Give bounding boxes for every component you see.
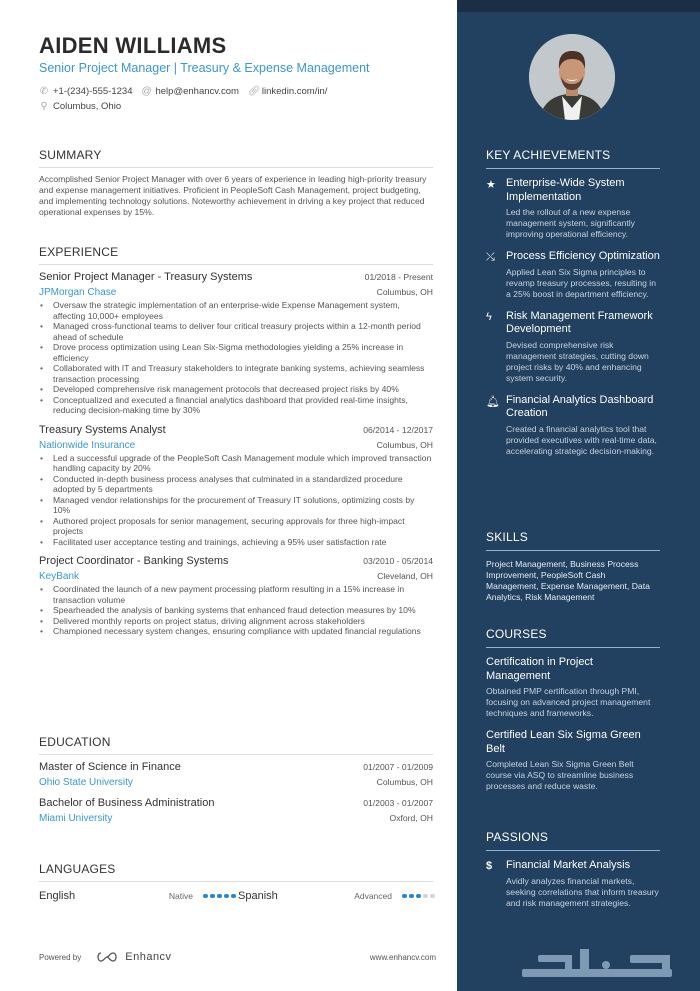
- summary-text: Accomplished Senior Project Manager with over 6 years of experience in leading high-priority treasury and expense management initiatives. Proficient in PeopleSoft Cash Management, project budgeting, and implementing technology solutions. Noteworthy achievement in driving a key project that reduced operational expenses by 15%.: [39, 174, 427, 217]
- job-bullets: [39, 584, 433, 637]
- section-title: SKILLS: [486, 530, 660, 551]
- bullet-item: • Championed necessary system changes, ensuring compliance with updated financial regulations: [39, 626, 433, 637]
- job-title: Senior Project Manager - Treasury Systems: [39, 271, 253, 283]
- achievement-item: [486, 250, 660, 300]
- education-entry: [39, 761, 433, 788]
- passion-item: [486, 859, 660, 909]
- job-location: Columbus, OH: [376, 439, 433, 450]
- sidebar-top-strip: [457, 0, 700, 12]
- achievement-title: Financial Analytics Dashboard Creation: [506, 393, 654, 419]
- job-subheader: [39, 440, 433, 451]
- language-item: [39, 890, 238, 902]
- school-location: Columbus, OH: [376, 777, 433, 787]
- job-dates: 06/2014 - 12/2017: [363, 424, 433, 435]
- bullet-item: • Delivered monthly reports on project status, driving alignment across stakeholders: [39, 616, 433, 627]
- achievement-description: Created a financial analytics tool that provided executives with real-time data, accelerating strategic decision-making.: [506, 423, 657, 456]
- job-bullets: [39, 300, 433, 416]
- job-bullets: [39, 453, 433, 548]
- degree: Master of Science in Finance: [39, 761, 181, 773]
- bullet-item: • Conducted in-depth business process analyses that culminated in a standardized procedure adopted by 5 departments: [39, 474, 433, 495]
- language-level: Advanced: [354, 891, 392, 901]
- bullet-item: • Oversaw the strategic implementation of an enterprise-wide Expense Management system, affecting 10,000+ employees: [39, 300, 433, 321]
- candidate-title: Senior Project Manager | Treasury & Expense Management: [39, 61, 370, 75]
- experience-section: [39, 245, 433, 645]
- watermark-logo-icon: [510, 945, 680, 983]
- proficiency-dot-icon: [224, 894, 229, 899]
- passion-description: Avidly analyzes financial markets, seeking correlations that inform treasury and risk management strategies.: [506, 875, 659, 908]
- language-name: Spanish: [238, 890, 278, 902]
- achievement-item: [486, 310, 660, 384]
- proficiency-dots: [203, 894, 238, 899]
- phone[interactable]: ✆ +1-(234)-555-1234: [39, 86, 133, 97]
- proficiency-dot-icon: [423, 894, 428, 899]
- achievement-description: Led the rollout of a new expense management system, significantly improving operational efficiency.: [506, 207, 635, 239]
- job-entry: [39, 424, 433, 548]
- company-name[interactable]: JPMorgan Chase: [39, 287, 117, 298]
- section-title: EDUCATION: [39, 735, 433, 755]
- bullet-item: • Led a successful upgrade of the PeopleSoft Cash Management module which improved transaction handling capacity by 20%: [39, 453, 433, 474]
- section-title: COURSES: [486, 627, 660, 648]
- job-title: Project Coordinator - Banking Systems: [39, 555, 229, 567]
- candidate-name: AIDEN WILLIAMS: [39, 33, 227, 58]
- education-header: [39, 797, 433, 809]
- job-title: Treasury Systems Analyst: [39, 423, 166, 436]
- proficiency-dot-icon: [430, 894, 435, 899]
- job-entry: [39, 555, 433, 637]
- enhancv-logo[interactable]: Enhancv: [95, 951, 171, 963]
- course-item: [486, 729, 660, 792]
- proficiency-dot-icon: [210, 894, 215, 899]
- achievement-title: Process Efficiency Optimization: [506, 250, 660, 262]
- profile-photo: [529, 34, 615, 120]
- education-dates: 01/2003 - 01/2007: [363, 798, 433, 808]
- summary-section: [39, 148, 433, 218]
- achievement-body: [506, 250, 660, 300]
- proficiency-dot-icon: [231, 894, 236, 899]
- job-header: [39, 424, 433, 436]
- school-name[interactable]: Ohio State University: [39, 777, 133, 788]
- proficiency-dot-icon: [203, 894, 208, 899]
- at-icon: @: [141, 86, 152, 97]
- language-name: English: [39, 890, 76, 902]
- phone-icon: ✆: [39, 86, 49, 97]
- magic-wand-icon: ⤯: [486, 251, 495, 263]
- bullet-item: • Spearheaded the analysis of banking systems that enhanced fraud detection measures by 10%: [39, 605, 433, 616]
- passions-section: [486, 830, 660, 919]
- passion-list: [486, 859, 660, 909]
- bullet-item: • Facilitated user acceptance testing and trainings, achieving a 95% user satisfaction rate: [39, 537, 433, 548]
- job-dates: 03/2010 - 05/2014: [363, 556, 433, 566]
- course-list: [486, 656, 660, 792]
- bullet-item: • Conceptualized and executed a financial analytics dashboard that provided real-time insights, reducing decision-making time by 30%: [39, 395, 433, 416]
- education-subheader: [39, 813, 433, 824]
- skills-text: Project Management, Business Process Improvement, PeopleSoft Cash Management, Expense Management, Data Analytics, Risk Management: [486, 559, 650, 602]
- proficiency-dot-icon: [402, 894, 407, 899]
- achievement-body: [506, 177, 660, 240]
- section-title: LANGUAGES: [39, 862, 433, 882]
- achievement-title: Risk Management Framework Development: [506, 309, 653, 335]
- location-pin-icon: ⚲: [40, 101, 48, 112]
- passion-body: [506, 859, 660, 909]
- proficiency-dot-icon: [409, 894, 414, 899]
- course-description: Completed Lean Six Sigma Green Belt course via ASQ to streamline business processes and reduce waste.: [486, 759, 634, 791]
- achievement-body: [506, 394, 660, 457]
- degree: Bachelor of Business Administration: [39, 797, 215, 809]
- proficiency-dot-icon: [416, 894, 421, 899]
- section-title: SUMMARY: [39, 148, 433, 168]
- education-section: [39, 735, 433, 833]
- job-list: [39, 271, 433, 637]
- dollar-icon: $: [486, 860, 493, 872]
- languages-section: [39, 862, 433, 904]
- job-subheader: [39, 571, 433, 582]
- key-achievements-section: [486, 148, 660, 467]
- email[interactable]: @ help@enhancv.com: [141, 86, 239, 97]
- contact-info: [39, 84, 336, 114]
- language-item: [238, 890, 437, 902]
- job-header: [39, 271, 433, 283]
- courses-section: [486, 627, 660, 802]
- education-dates: 01/2007 - 01/2009: [363, 762, 433, 772]
- education-header: [39, 761, 433, 773]
- language-list: [39, 888, 433, 904]
- powered-by: Powered by Enhancv: [39, 951, 172, 963]
- school-location: Oxford, OH: [389, 813, 433, 823]
- achievement-list: [486, 177, 660, 457]
- course-title: Certification in Project Management: [486, 656, 593, 682]
- bullet-item: • Managed cross-functional teams to deliver four critical treasury projects within a 12-month period ahead of schedule: [39, 321, 433, 342]
- skills-section: [486, 530, 660, 603]
- company-name[interactable]: KeyBank: [39, 571, 80, 582]
- achievement-item: [486, 177, 660, 240]
- bullet-item: • Authored project proposals for senior management, securing approvals for three high-impact projects: [39, 516, 433, 537]
- achievement-item: [486, 394, 660, 457]
- linkedin-link[interactable]: 🔗︎ linkedin.com/in/: [247, 86, 328, 97]
- company-name[interactable]: Nationwide Insurance: [39, 439, 136, 451]
- section-title: PASSIONS: [486, 830, 660, 851]
- education-entry: [39, 797, 433, 824]
- education-list: [39, 761, 433, 824]
- course-title: Certified Lean Six Sigma Green Belt: [486, 729, 641, 755]
- section-title: KEY ACHIEVEMENTS: [486, 148, 660, 169]
- achievement-body: [506, 310, 660, 384]
- website-link[interactable]: www.enhancv.com: [369, 952, 436, 962]
- course-item: [486, 656, 660, 719]
- bullet-item: • Drove process optimization using Lean Six-Sigma methodologies yielding a 25% increase in efficiency: [39, 342, 433, 363]
- section-title: EXPERIENCE: [39, 245, 433, 265]
- job-location: Cleveland, OH: [377, 571, 433, 581]
- location: ⚲ Columbus, Ohio: [40, 101, 122, 112]
- sidebar: [457, 0, 700, 991]
- school-name[interactable]: Miami University: [39, 813, 113, 824]
- course-description: Obtained PMP certification through PMI, focusing on advanced project management techniques and frameworks.: [486, 686, 651, 718]
- infinity-logo-icon: [95, 951, 119, 963]
- achievement-description: Applied Lean Six Sigma principles to revamp treasury processes, resulting in a 25% boost in department efficiency.: [506, 266, 656, 299]
- achievement-description: Devised comprehensive risk management strategies, cutting down project risks by 40% and enhancing system security.: [506, 339, 649, 383]
- star-icon: ★: [486, 179, 496, 191]
- bullet-item: • Managed vendor relationships for the procurement of Treasury IT solutions, optimizing costs by 10%: [39, 495, 433, 516]
- language-level: Native: [168, 891, 193, 901]
- job-entry: [39, 271, 433, 416]
- footer: [39, 951, 436, 963]
- education-subheader: [39, 777, 433, 788]
- bullet-item: • Coordinated the launch of a new payment processing platform resulting in a 15% increase in transaction volume: [39, 584, 433, 605]
- job-location: Columbus, OH: [376, 287, 433, 297]
- passion-title: Financial Market Analysis: [506, 859, 631, 871]
- bullet-item: • Collaborated with IT and Treasury stakeholders to integrate banking systems, achieving seamless transaction processing: [39, 363, 433, 384]
- job-header: [39, 555, 433, 567]
- job-dates: 01/2018 - Present: [364, 272, 433, 282]
- bullet-item: • Developed comprehensive risk management protocols that decreased project risks by 40%: [39, 384, 433, 395]
- proficiency-dot-icon: [217, 894, 222, 899]
- bell-icon: 🔔︎: [486, 395, 500, 408]
- lightning-icon: ϟ: [486, 310, 492, 323]
- link-icon: 🔗︎: [247, 86, 261, 97]
- job-subheader: [39, 287, 433, 298]
- proficiency-dots: [402, 894, 437, 899]
- achievement-title: Enterprise-Wide System Implementation: [506, 177, 625, 203]
